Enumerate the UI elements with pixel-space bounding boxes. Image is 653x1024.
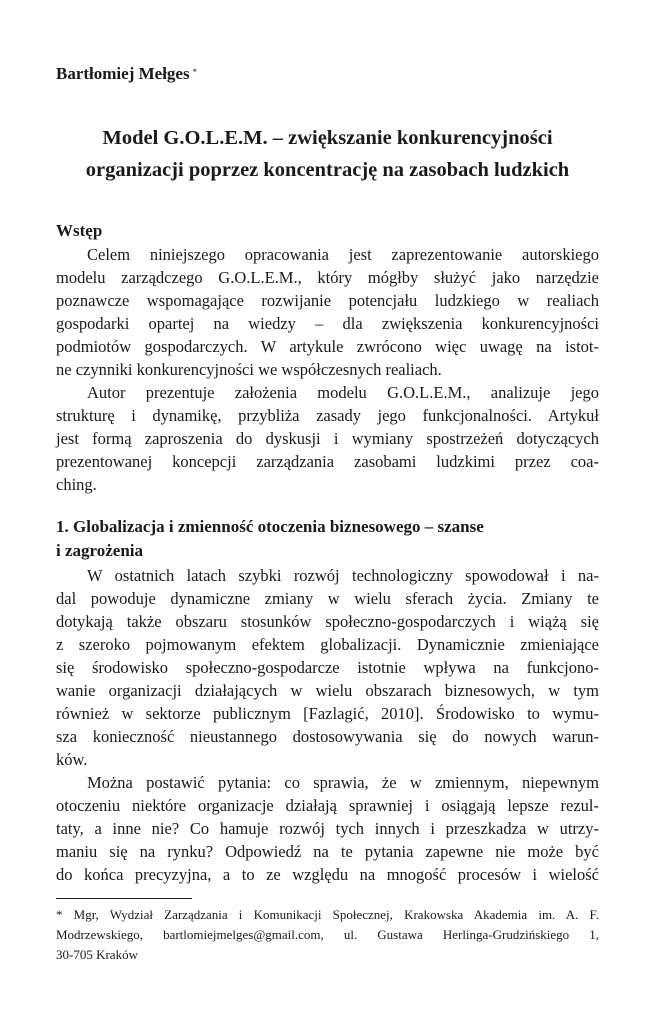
text-line: prezentowanej koncepcji zarządzania zasobami ludzkimi przez coa-: [56, 452, 599, 471]
footnote: [56, 905, 599, 965]
text-line: dotykają także obszaru stosunków społeczno-gospodarczych i wiążą się: [56, 612, 599, 631]
title-line-1: Model G.O.L.E.M. – zwiększanie konkurencyjności: [102, 127, 553, 149]
section-1-paragraph-2: [56, 771, 599, 886]
article-title: [56, 122, 599, 186]
footnote-divider: [56, 898, 192, 899]
text-line: do końca precyzyjna, a to ze względu na mnogość procesów i wielość: [56, 865, 599, 884]
text-line: z szeroko pojmowanym efektem globalizacji. Dynamicznie zmieniające: [56, 635, 599, 654]
text-line: Celem niniejszego opracowania jest zaprezentowanie autorskiego: [87, 245, 599, 264]
section-1-heading-line-1: 1. Globalizacja i zmienność otoczenia biznesowego – szanse: [56, 517, 484, 536]
text-line: ków.: [56, 750, 88, 769]
author-footnote-mark: *: [192, 67, 198, 77]
text-line: gospodarki opartej na wiedzy – dla zwiększenia konkurencyjności: [56, 314, 599, 333]
text-line: poznawcze wspomagające rozwijanie potencjału ludzkiego w realiach: [56, 291, 599, 310]
text-line: się środowisko społeczno-gospodarcze istotnie wpływa na funkcjono-: [56, 658, 599, 677]
text-line: otoczeniu niektóre organizacje działają sprawniej i osiągają lepsze rezul-: [56, 796, 599, 815]
footnote-line: Modrzewskiego, bartlomiejmelges@gmail.com, ul. Gustawa Herlinga-Grudzińskiego 1,: [56, 927, 599, 942]
text-line: W ostatnich latach szybki rozwój technologiczny spowodował i na-: [87, 566, 599, 585]
text-line: jest formą zaproszenia do dyskusji i wymiany spostrzeżeń dotyczących: [56, 429, 599, 448]
footnote-line: * Mgr, Wydział Zarządzania i Komunikacji Społecznej, Krakowska Akademia im. A. F.: [56, 907, 599, 922]
text-line: ching.: [56, 475, 97, 494]
text-line: modelu zarządczego G.O.L.E.M., który mógłby służyć jako narzędzie: [56, 268, 599, 287]
section-1-paragraph-1: [56, 564, 599, 771]
text-line: wanie organizacji działających w wielu obszarach biznesowych, w tym: [56, 681, 599, 700]
section-1-heading-line-2: i zagrożenia: [56, 541, 144, 560]
author-name: Bartłomiej Mełges: [56, 64, 190, 83]
text-line: dal powoduje dynamiczne zmiany w wielu sferach życia. Zmiany te: [56, 589, 599, 608]
title-line-2: organizacji poprzez koncentrację na zasobach ludzkich: [85, 159, 570, 181]
text-line: sza konieczność nieustannego dostosowywania się do nowych warun-: [56, 727, 599, 746]
text-line: Można postawić pytania: co sprawia, że w zmiennym, niepewnym: [87, 773, 599, 792]
text-line: strukturę i dynamikę, przybliża zasady jego funkcjonalności. Artykuł: [56, 406, 599, 425]
text-line: maniu się na rynku? Odpowiedź na te pytania zapewne nie może być: [56, 842, 599, 861]
intro-heading: Wstęp: [56, 221, 103, 240]
text-line: ne czynniki konkurencyjności we współczesnych realiach.: [56, 360, 442, 379]
intro-paragraph-1: [56, 243, 599, 381]
footnote-line: 30-705 Kraków: [56, 947, 138, 962]
text-line: podmiotów gospodarczych. W artykule zwrócono więc uwagę na istot-: [56, 337, 599, 356]
text-line: Autor prezentuje założenia modelu G.O.L.E.M., analizuje jego: [87, 383, 599, 402]
text-line: również w sektorze publicznym [Fazlagić, 2010]. Środowisko to wymu-: [56, 704, 599, 723]
intro-paragraph-2: [56, 381, 599, 496]
text-line: taty, a inne nie? Co hamuje rozwój tych innych i przeszkadza w utrzy-: [56, 819, 599, 838]
author-line: [56, 62, 197, 86]
